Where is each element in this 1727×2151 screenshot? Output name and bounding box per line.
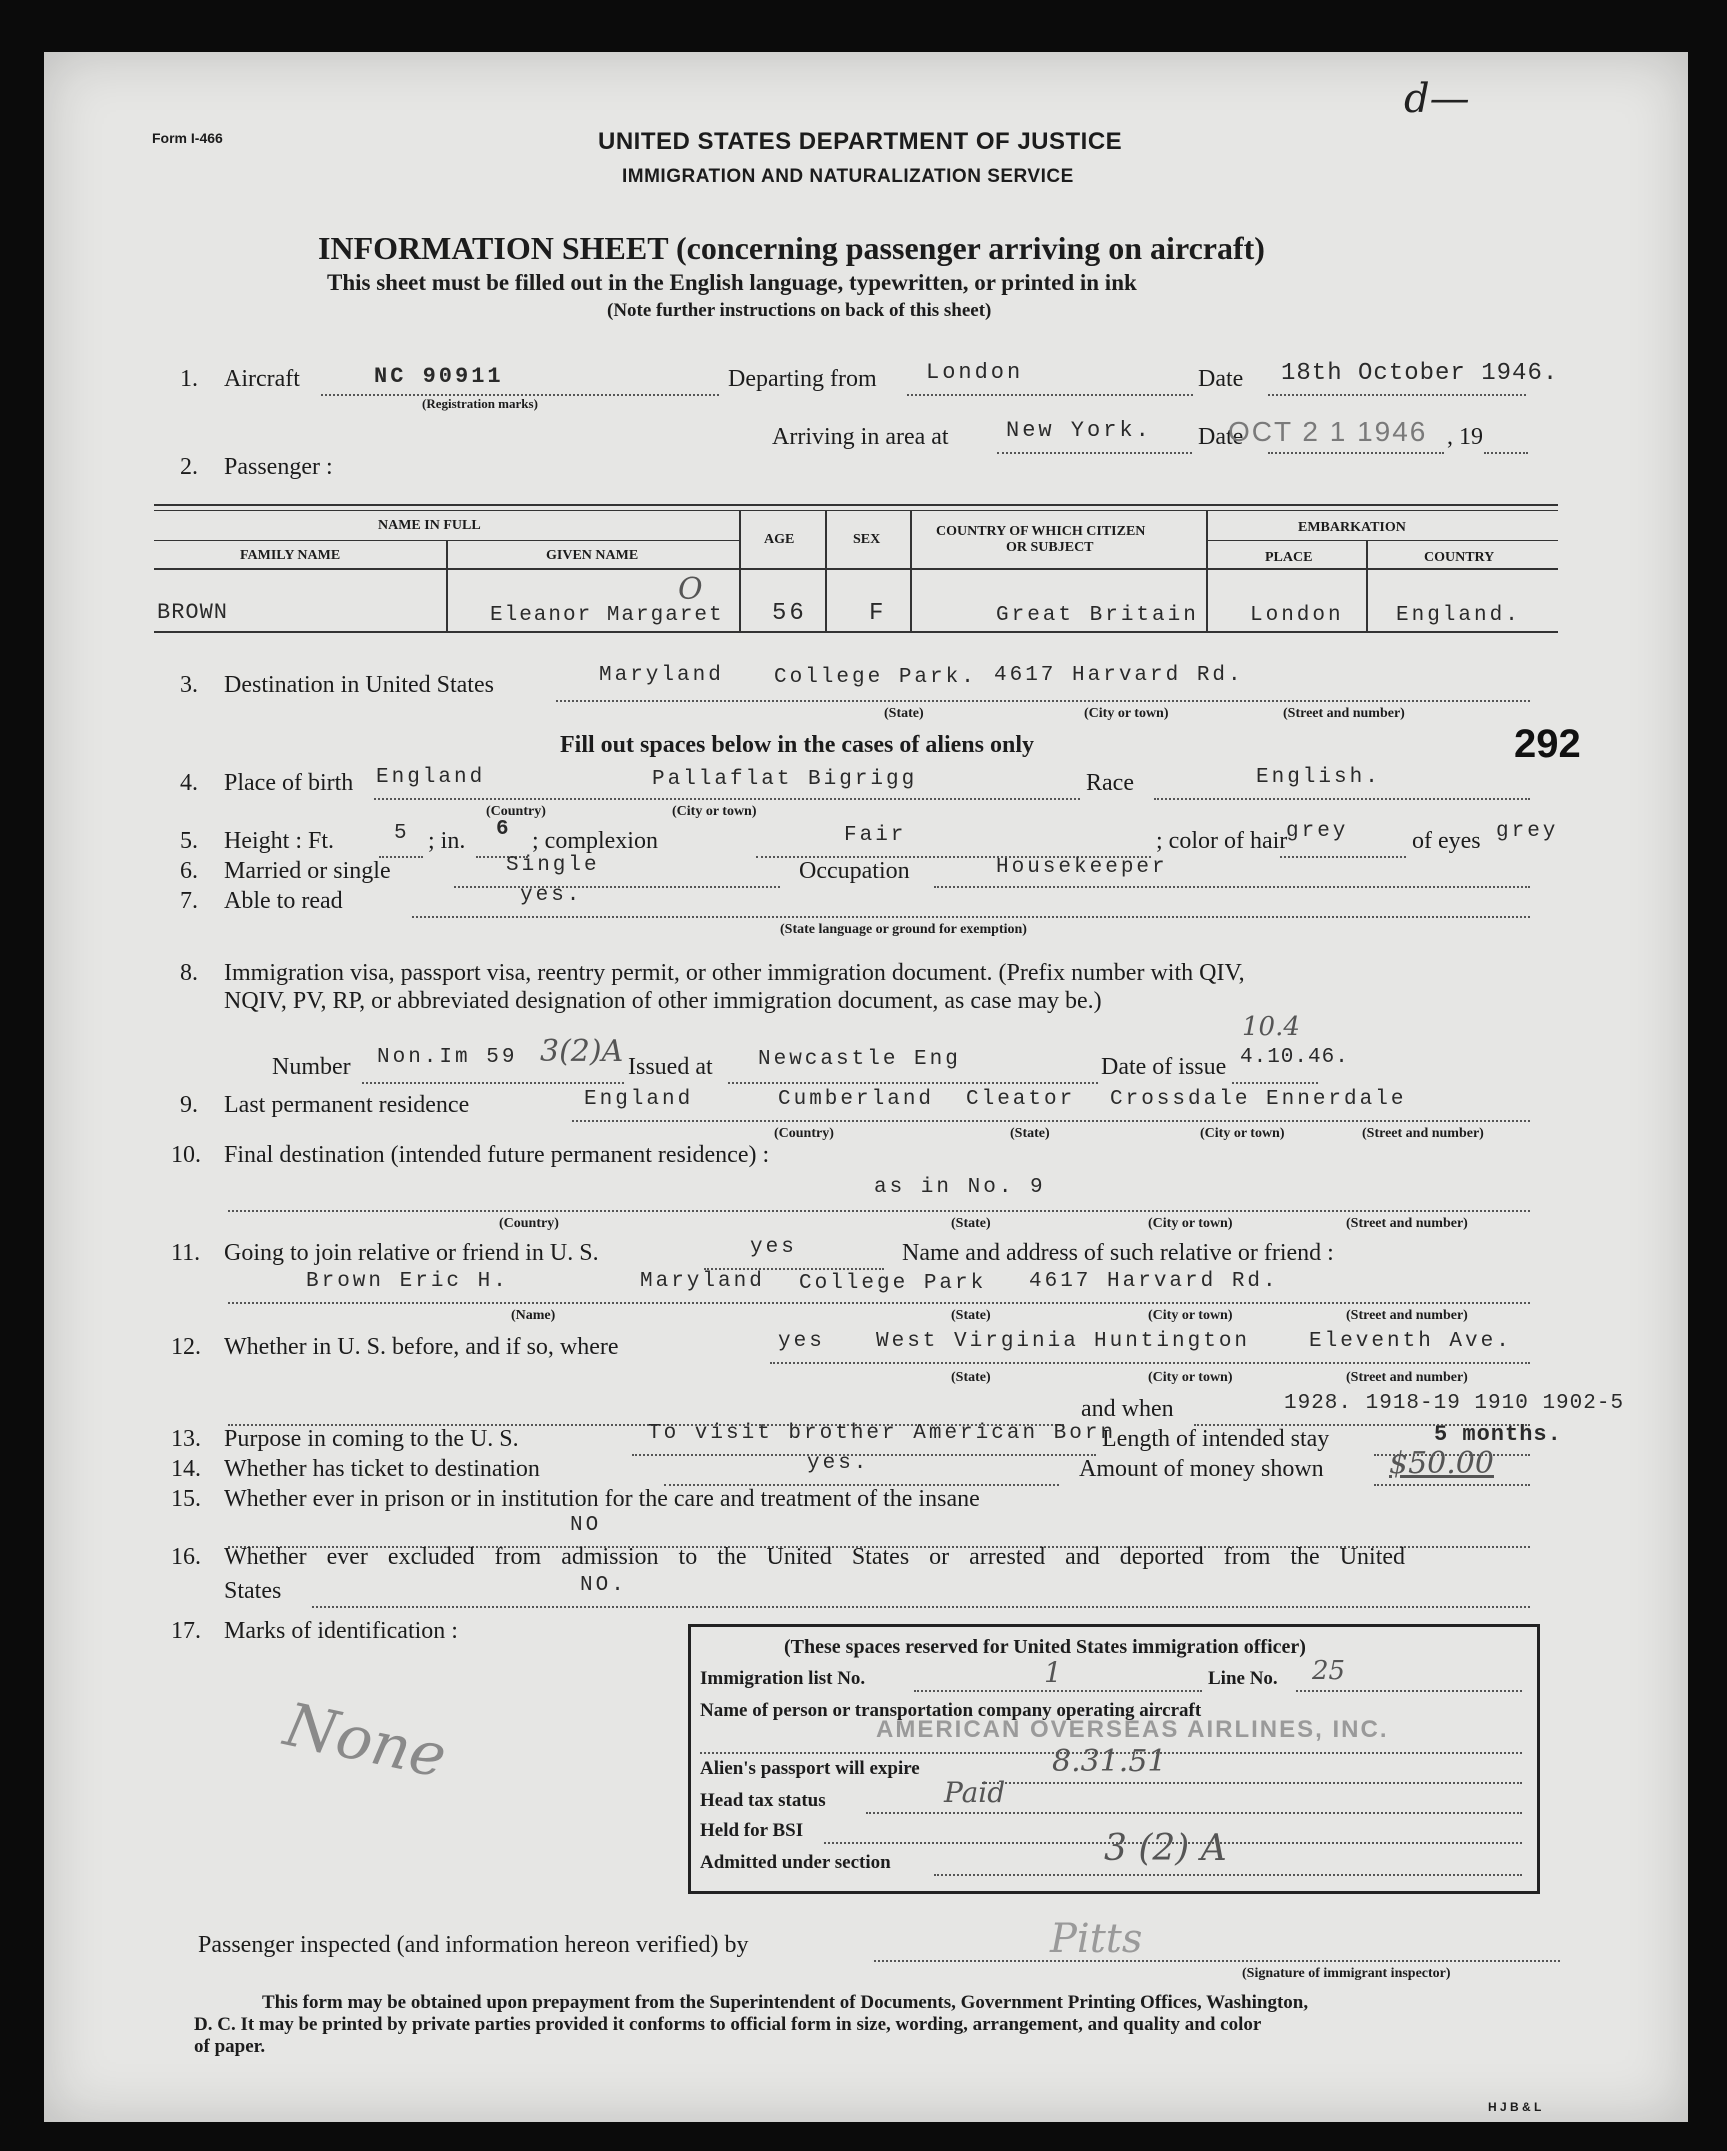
us-before-street[interactable]: Eleventh Ave.	[1309, 1330, 1512, 1353]
caption-city-11: (City or town)	[1148, 1308, 1233, 1323]
aliens-heading: Fill out spaces below in the cases of aliens only	[560, 732, 1035, 758]
immigration-list-label: Immigration list No.	[700, 1668, 866, 1689]
destination-city[interactable]: College Park.	[774, 666, 977, 689]
arriving-value[interactable]: New York.	[1006, 418, 1152, 443]
caption-state-12: (State)	[951, 1370, 991, 1385]
birth-country[interactable]: England	[376, 766, 486, 789]
footer-line-3: of paper.	[194, 2036, 266, 2057]
col-country: COUNTRY OF WHICH CITIZEN	[936, 524, 1146, 539]
excluded-label: Whether ever excluded from admission to the United States or arrested and deported from the United	[224, 1544, 1406, 1570]
department-title: UNITED STATES DEPARTMENT OF JUSTICE	[598, 128, 1123, 155]
eyes-label: of eyes	[1412, 828, 1481, 854]
caption-street-12: (Street and number)	[1346, 1370, 1468, 1385]
purpose-value[interactable]: To visit brother American Born	[648, 1422, 1117, 1445]
col-country-2: OR SUBJECT	[1006, 540, 1094, 555]
departing-value[interactable]: London	[926, 360, 1024, 385]
ticket-value[interactable]: yes.	[807, 1452, 870, 1475]
relative-street[interactable]: 4617 Harvard Rd.	[1029, 1270, 1279, 1293]
us-before-years[interactable]: 1928. 1918-19 1910 1902-5	[1284, 1392, 1625, 1415]
date-of-issue-label: Date of issue	[1101, 1054, 1227, 1080]
arrival-date-label: Date	[1198, 424, 1244, 450]
ticket-label: Whether has ticket to destination	[224, 1456, 540, 1482]
cell-emb-country[interactable]: England.	[1396, 604, 1521, 627]
race-value[interactable]: English.	[1256, 766, 1381, 789]
relative-name-label: Name and address of such relative or friend :	[902, 1240, 1334, 1266]
excluded-label-2: States	[224, 1578, 282, 1604]
complexion-value[interactable]: Fair	[844, 824, 907, 847]
stay-label: Length of intended stay	[1102, 1426, 1330, 1452]
issued-at-value[interactable]: Newcastle Eng	[758, 1048, 961, 1071]
caption-street-11: (Street and number)	[1346, 1308, 1468, 1323]
stay-value[interactable]: 5 months.	[1434, 1422, 1562, 1447]
form-number: Form I-466	[152, 130, 223, 146]
join-relative-value[interactable]: yes	[750, 1236, 797, 1259]
caption-city: (City or town)	[1084, 706, 1169, 721]
caption-state: (State)	[884, 706, 924, 721]
page-title: INFORMATION SHEET (concerning passenger arriving on aircraft)	[318, 230, 1265, 266]
head-tax-value[interactable]: Paid	[944, 1776, 1006, 1809]
date-of-issue-value[interactable]: 4.10.46.	[1240, 1046, 1349, 1069]
residence-state[interactable]: Cumberland	[778, 1088, 935, 1111]
col-embarkation: EMBARKATION	[1298, 520, 1406, 535]
col-given-name: GIVEN NAME	[546, 548, 639, 563]
col-place: PLACE	[1265, 550, 1313, 565]
cell-family-name[interactable]: BROWN	[157, 600, 229, 625]
aircraft-label: Aircraft	[224, 366, 300, 392]
passenger-label: Passenger :	[224, 454, 333, 480]
handwritten-circle: O	[678, 572, 703, 607]
height-label: Height : Ft.	[224, 828, 335, 854]
married-label: Married or single	[224, 858, 391, 884]
birthplace-label: Place of birth	[224, 770, 354, 796]
read-caption: (State language or ground for exemption)	[780, 922, 1027, 937]
visa-number-label: Number	[272, 1054, 351, 1080]
arrival-date-stamp: OCT 2 1 1946	[1228, 416, 1428, 447]
height-feet[interactable]: 5	[394, 822, 410, 845]
cell-sex[interactable]: F	[869, 600, 887, 627]
residence-country[interactable]: England	[584, 1088, 694, 1111]
destination-street[interactable]: 4617 Harvard Rd.	[994, 664, 1244, 687]
date-of-issue-correction: 10.4	[1242, 1012, 1300, 1042]
caption-name-11: (Name)	[511, 1308, 556, 1323]
hair-label: ; color of hair	[1156, 828, 1288, 854]
inches-label: ; in.	[428, 828, 466, 854]
cell-citizenship[interactable]: Great Britain	[996, 604, 1199, 627]
visa-label-1: Immigration visa, passport visa, reentry permit, or other immigration document. (Prefix number with QIV,	[224, 960, 1245, 986]
caption-state-10: (State)	[951, 1216, 991, 1231]
inspector-caption: (Signature of immigrant inspector)	[1242, 1966, 1451, 1981]
residence-label: Last permanent residence	[224, 1092, 470, 1118]
cell-given-name[interactable]: Eleanor Margaret	[490, 604, 724, 627]
complexion-label: ; complexion	[532, 828, 658, 854]
occupation-label: Occupation	[799, 858, 910, 884]
married-value[interactable]: Single	[506, 854, 600, 877]
visa-number-value[interactable]: Non.Im 59	[377, 1046, 518, 1069]
marks-handwritten[interactable]: None	[278, 1689, 453, 1793]
birth-city[interactable]: Pallaflat Bigrigg	[652, 768, 918, 791]
relative-city[interactable]: College Park	[799, 1272, 987, 1295]
issued-at-label: Issued at	[628, 1054, 713, 1080]
relative-state[interactable]: Maryland	[640, 1270, 765, 1293]
inspector-signature[interactable]: Pitts	[1050, 1916, 1143, 1962]
caption-city-9: (City or town)	[1200, 1126, 1285, 1141]
hair-value[interactable]: grey	[1286, 820, 1349, 843]
admitted-section-value[interactable]: 3 (2) A	[1104, 1828, 1227, 1869]
us-before-label: Whether in U. S. before, and if so, where	[224, 1334, 619, 1360]
note: (Note further instructions on back of this sheet)	[607, 300, 992, 321]
passport-expire-value[interactable]: 8.31.51	[1052, 1744, 1167, 1779]
cell-emb-place[interactable]: London	[1250, 604, 1344, 627]
destination-label: Destination in United States	[224, 672, 494, 698]
registration-caption: (Registration marks)	[422, 396, 538, 411]
service-title: IMMIGRATION AND NATURALIZATION SERVICE	[622, 166, 1074, 187]
col-sex: SEX	[853, 532, 881, 547]
caption-country-10: (Country)	[499, 1216, 559, 1231]
inspected-label: Passenger inspected (and information hereon verified) by	[198, 1932, 749, 1958]
prison-label: Whether ever in prison or in institution for the care and treatment of the insane	[224, 1486, 980, 1512]
caption-state-9: (State)	[1010, 1126, 1050, 1141]
caption-street-10: (Street and number)	[1346, 1216, 1468, 1231]
officer-box-title: (These spaces reserved for United States immigration officer)	[784, 1636, 1306, 1658]
read-value[interactable]: yes.	[520, 884, 583, 907]
join-relative-label: Going to join relative or friend in U. S.	[224, 1240, 599, 1266]
relative-name[interactable]: Brown Eric H.	[306, 1270, 509, 1293]
line-no-value[interactable]: 25	[1312, 1656, 1346, 1686]
caption-country-9: (Country)	[774, 1126, 834, 1141]
visa-handwritten: 3(2)A	[540, 1034, 624, 1069]
caption-country: (Country)	[486, 804, 546, 819]
money-value[interactable]: $50.00	[1389, 1446, 1494, 1481]
caption-state-11: (State)	[951, 1308, 991, 1323]
and-when-label: and when	[1081, 1396, 1174, 1422]
departing-label: Departing from	[728, 366, 877, 392]
passport-expire-label: Alien's passport will expire	[700, 1758, 920, 1779]
excluded-value[interactable]: NO.	[580, 1574, 627, 1597]
caption-city-12: (City or town)	[1148, 1370, 1233, 1385]
visa-label-2: NQIV, PV, RP, or abbreviated designation of other immigration document, as case may be.)	[224, 988, 1102, 1014]
year-prefix: , 19	[1447, 424, 1483, 450]
subtitle: This sheet must be filled out in the English language, typewritten, or printed in ink	[327, 270, 1137, 295]
residence-street[interactable]: Crossdale Ennerdale	[1110, 1088, 1407, 1111]
eyes-value[interactable]: grey	[1496, 820, 1559, 843]
held-bsi-label: Held for BSI	[700, 1820, 804, 1841]
us-before-value[interactable]: yes	[778, 1330, 825, 1353]
date-label: Date	[1198, 366, 1244, 392]
col-emb-country: COUNTRY	[1424, 550, 1495, 565]
race-label: Race	[1086, 770, 1134, 796]
immigration-list-value[interactable]: 1	[1044, 1656, 1062, 1689]
final-destination-label: Final destination (intended future permanent residence) :	[224, 1142, 770, 1168]
sheet-number: 292	[1514, 722, 1581, 766]
aircraft-value[interactable]: NC 90911	[374, 364, 504, 389]
purpose-label: Purpose in coming to the U. S.	[224, 1426, 519, 1452]
occupation-value[interactable]: Housekeeper	[996, 856, 1168, 879]
corner-mark: d—	[1404, 76, 1470, 122]
admitted-section-label: Admitted under section	[700, 1852, 891, 1873]
us-before-city[interactable]: Huntington	[1094, 1330, 1251, 1353]
caption-street: (Street and number)	[1283, 706, 1405, 721]
arriving-label: Arriving in area at	[772, 424, 949, 450]
cell-age[interactable]: 56	[772, 600, 807, 627]
caption-street-9: (Street and number)	[1362, 1126, 1484, 1141]
col-age: AGE	[764, 532, 795, 547]
transport-company-label: Name of person or transportation company operating aircraft	[700, 1700, 1202, 1721]
height-inches[interactable]: 6	[496, 818, 512, 841]
us-before-state[interactable]: West Virginia	[876, 1330, 1079, 1353]
final-destination-value[interactable]: as in No. 9	[874, 1176, 1046, 1199]
line-no-label: Line No.	[1208, 1668, 1278, 1689]
residence-city[interactable]: Cleator	[966, 1088, 1076, 1111]
caption-city-10: (City or town)	[1148, 1216, 1233, 1231]
prison-value[interactable]: NO	[570, 1514, 602, 1537]
footer-line-1: This form may be obtained upon prepayment from the Superintendent of Documents, Government Printing Offices, Washington,	[262, 1992, 1309, 2013]
departure-date-value[interactable]: 18th October 1946.	[1281, 360, 1559, 387]
transport-company-stamp: AMERICAN OVERSEAS AIRLINES, INC.	[876, 1716, 1389, 1743]
form-sheet: Form I-466 UNITED STATES DEPARTMENT OF JUSTICE IMMIGRATION AND NATURALIZATION SERVICE d— INFORMATION SHEET (concerning passenger arriving on aircraft) This sheet must be filled out in the English language, typewritten, or printed in ink (Note further instructions on back of this sheet) 1. Aircraft NC 90911 (Registration marks) Departing from London Date 18th October 1946. Arriving in area at New York. Date OCT 2 1 1946 , 19 2. Passenger : NAME IN FULL FAMILY NAME GIVEN NAME AGE SEX COUNTRY OF WHICH CITIZEN OR SUBJECT EMBARKATION PLACE COUNTRY BROWN Eleanor Margaret O 56 F Great Britain London England. 3. Destination in United States Maryland College Park. 4617 Harvard Rd. (State) (City or town) (Street and number) Fill out spaces below in the cases of aliens only 292 4. Place of birth England Pallaflat Bigrigg (Country) (City or town) Race English. 5. Height : Ft. 5 ; in. 6 ; complexion Fair ; color of hair grey of eyes grey 6. Married or single Single Occupation Housekeeper 7. Able to read yes. (State language or ground for exemption) 8. Immigration visa, passport visa, reentry permit, or other immigration document. (Prefix number with QIV, NQIV, PV, RP, or abbreviated designation of other immigration document, as case may be.) Number Non.Im 59 3(2)A Issued at Newcastle Eng Date of issue 4.10.46. 10.4 9. Last permanent residence England Cumberland Cleator Crossdale Ennerdale (Country) (State) (City or town) (Street and number) 10. Final destination (intended future permanent residence) : as in No. 9 (Country) (State) (City or town) (Street and number) 11. Going to join relative or friend in U. S. yes Name and address of such relative or friend : Brown Eric H. Maryland College Park 4617 Harvard Rd. (Name) (State) (City or town) (Street and number) 12. Whether in U. S. before, and if so, where yes West Virginia Huntington Eleventh Ave. (State) (City or town) (Street and number) and when 1928. 1918-19 1910 1902-5 13. Purpose in coming to the U. S. To visit brother American Born Length of intended stay 5 months. 14. Whether has ticket to destination yes. Amount of money shown $50.00 15. Whether ever in prison or in institution for the care and treatment of the insane NO 16. Whether ever excluded from admission to the United States or arrested and deported from the United States NO. 17. Marks of identification : None (These spaces reserved for United States immigration officer) Immigration list No. 1 Line No. 25 Name of person or transportation company operating aircraft AMERICAN OVERSEAS AIRLINES, INC. Alien's passport will expire 8.31.51 Head tax status Paid Held for BSI Admitted under section 3 (2) A Passenger inspected (and information hereon verified) by Pitts (Signature of immigrant inspector) This form may be obtained upon prepayment from the Superintendent of Documents, Government Printing Offices, Washington, D. C. It may be printed by private parties provided it conforms to official form in size, wording, arrangement, and quality and color of paper. H J B & L	[44, 52, 1688, 2122]
footer-line-2: D. C. It may be printed by private parties provided it conforms to official form in size, wording, arrangement, and quality and color	[194, 2014, 1262, 2035]
col-family-name: FAMILY NAME	[240, 548, 341, 563]
caption-city-birth: (City or town)	[672, 804, 757, 819]
money-label: Amount of money shown	[1079, 1456, 1324, 1482]
destination-state[interactable]: Maryland	[599, 664, 724, 687]
read-label: Able to read	[224, 888, 343, 914]
head-tax-label: Head tax status	[700, 1790, 826, 1811]
footer-code: H J B & L	[1488, 2100, 1542, 2114]
col-name-in-full: NAME IN FULL	[378, 518, 481, 533]
marks-label: Marks of identification :	[224, 1618, 458, 1644]
